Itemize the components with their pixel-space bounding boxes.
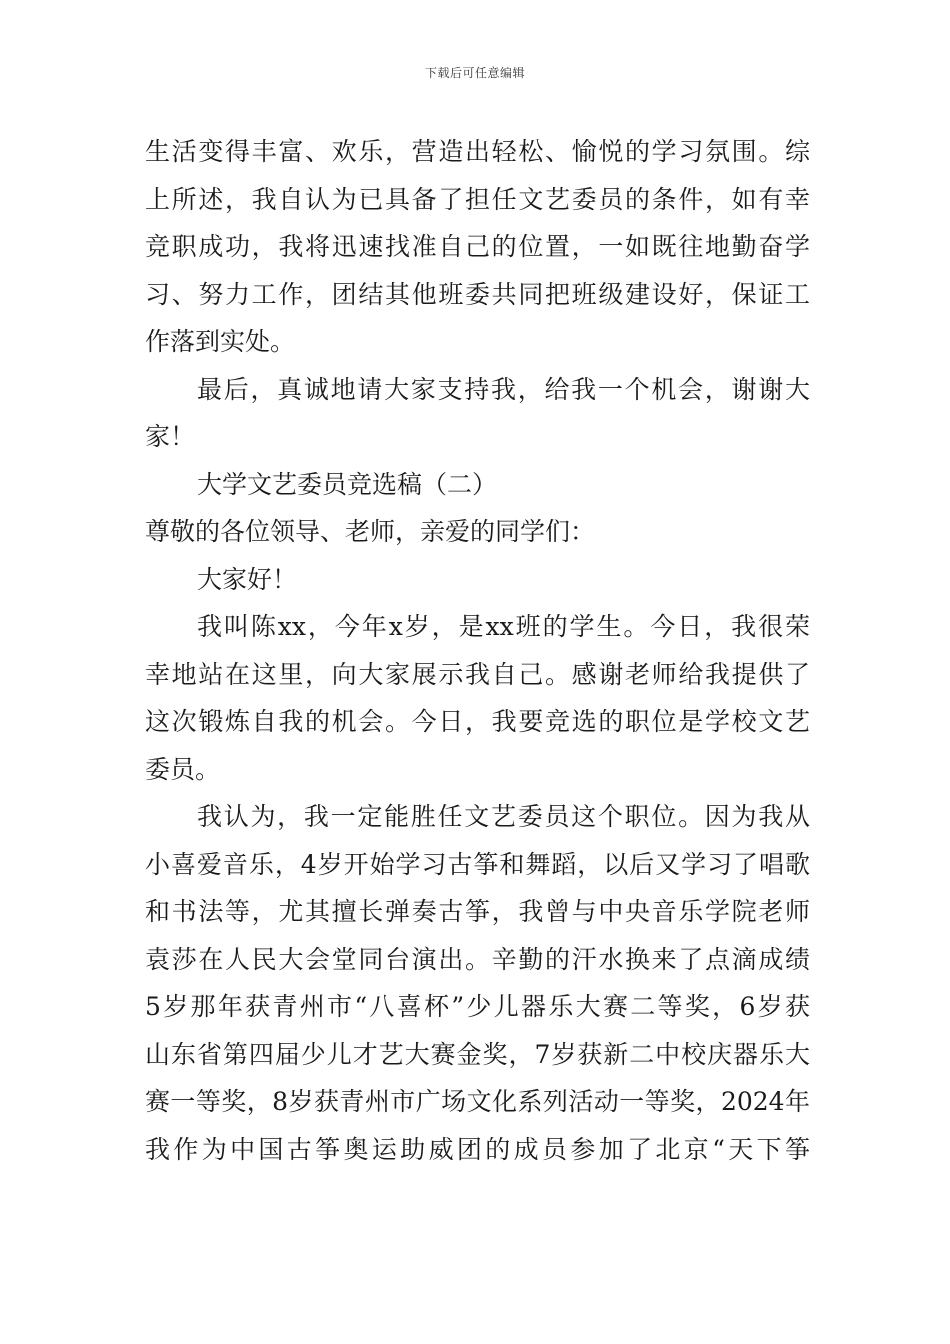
document-body: [145, 128, 810, 1173]
text-line: 和书法等，尤其擅长弹奏古筝，我曾与中央音乐学院老师: [145, 897, 810, 926]
greeting: 大家好！: [197, 564, 298, 594]
text-line: 竞职成功，我将迅速找准自己的位置，一如既往地勤奋学: [145, 232, 810, 261]
text-line: 我作为中国古筝奥运助威团的成员参加了北京“天下筝: [145, 1134, 810, 1164]
text-line: 幸地站在这里，向大家展示我自己。感谢老师给我提供了: [145, 659, 810, 689]
salutation: 尊敬的各位领导、老师，亲爱的同学们：: [145, 517, 596, 546]
text-line: 5岁那年获青州市“八喜杯”少儿器乐大赛二等奖，6岁获: [145, 992, 810, 1021]
section-title: 大学文艺委员竞选稿（二）: [197, 469, 498, 499]
text-line: 上所述，我自认为已具备了担任文艺委员的条件，如有幸: [145, 184, 810, 214]
text-line: 习、努力工作，团结其他班委共同把班级建设好，保证工: [145, 279, 810, 309]
text-line: 最后，真诚地请大家支持我，给我一个机会，谢谢大: [197, 374, 810, 404]
text-line: 作落到实处。: [145, 327, 296, 356]
text-line: 我认为，我一定能胜任文艺委员这个职位。因为我从: [197, 802, 810, 831]
text-line: 委员。: [145, 754, 221, 784]
text-line: 袁莎在人民大会堂同台演出。辛勤的汗水换来了点滴成绩: [145, 944, 810, 974]
page-header: 下载后可任意编辑: [424, 66, 525, 80]
text-line: 小喜爱音乐，4岁开始学习古筝和舞蹈，以后又学习了唱歌: [145, 849, 810, 879]
text-line: 家！: [145, 422, 196, 451]
text-line: 生活变得丰富、欢乐，营造出轻松、愉悦的学习氛围。综: [145, 137, 810, 166]
text-line: 我叫陈xx，今年x岁，是xx班的学生。今日，我很荣: [197, 612, 810, 641]
text-line: 山东省第四届少儿才艺大赛金奖，7岁获新二中校庆器乐大: [145, 1039, 810, 1069]
text-line: 赛一等奖，8岁获青州市广场文化系列活动一等奖，2024年: [145, 1087, 810, 1116]
text-line: 这次锻炼自我的机会。今日，我要竞选的职位是学校文艺: [145, 707, 810, 736]
